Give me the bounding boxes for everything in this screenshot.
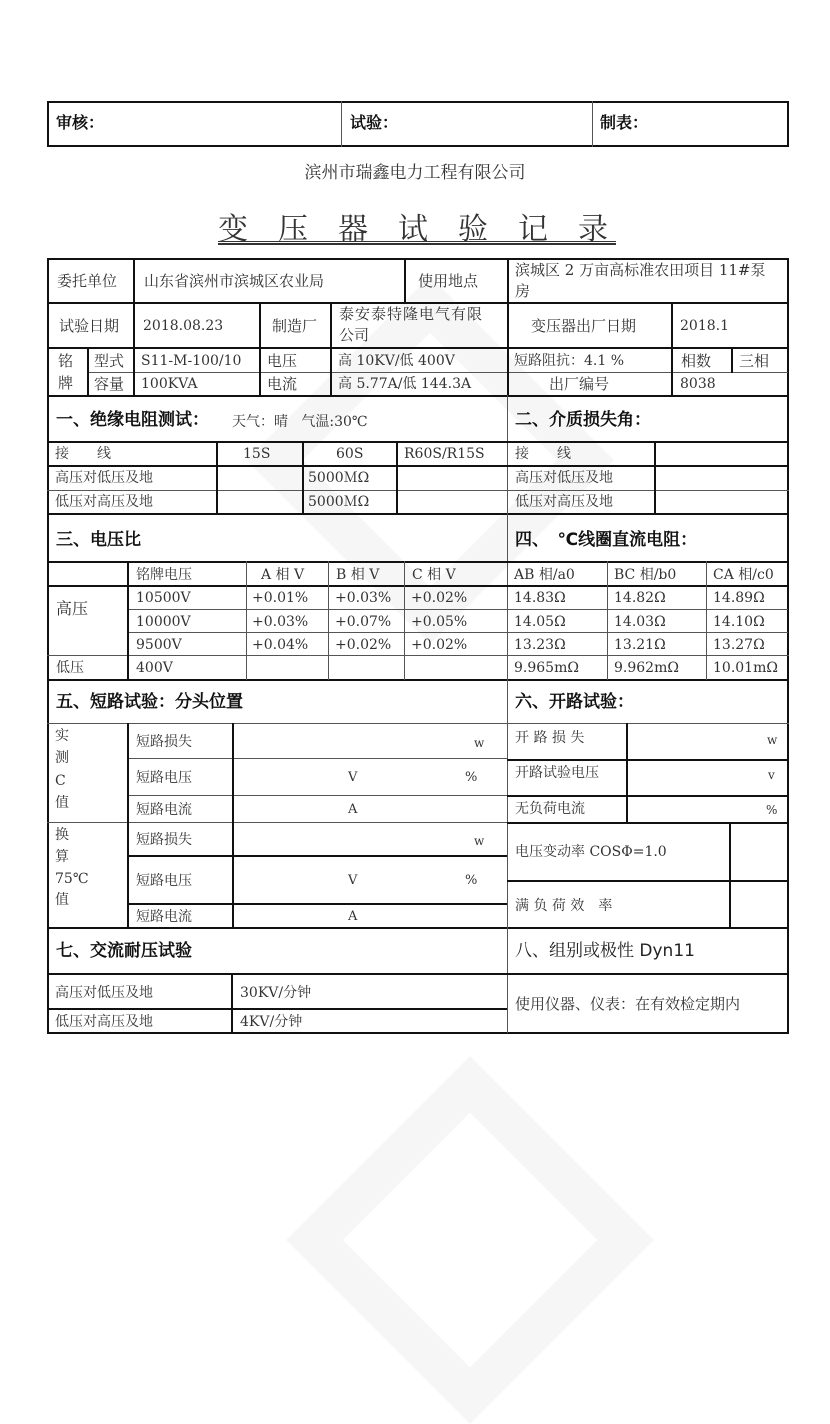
s1-row1-label: 高压对低压及地 — [55, 470, 153, 486]
s6-efficiency-label: 满 负 荷 效 率 — [515, 898, 613, 914]
phases-value: 三相 — [739, 352, 770, 370]
s3-r2-rated: 10000V — [136, 614, 191, 630]
s5-m-curr-unit: A — [348, 802, 358, 817]
phases-label: 相数 — [681, 352, 712, 370]
s1-col-wiring: 接 线 — [55, 446, 111, 462]
s4-col-ab: AB 相/a0 — [514, 567, 575, 583]
test-date-value: 2018.08.23 — [143, 318, 224, 334]
section4-heading: 四、 ℃线圈直流电阻： — [515, 530, 698, 550]
s1-col-ratio: R60S/R15S — [404, 446, 485, 462]
s4-r2-ca: 14.10Ω — [713, 614, 765, 630]
s4-r3-ab: 13.23Ω — [514, 637, 566, 653]
s5-c-loss-label: 短路损失 — [136, 832, 192, 848]
s3-r2-b: +0.07% — [335, 614, 392, 630]
s1-row2-60s: 5000ＭΩ — [308, 494, 370, 510]
impedance-value: 短路阻抗：4.1 % — [514, 353, 625, 369]
s5-converted-1: 换 — [55, 827, 69, 843]
section2-heading: 二、介质损失角： — [515, 410, 651, 430]
s3-r1-c: +0.02% — [411, 590, 468, 606]
s5-m-volt-unit: V — [348, 770, 358, 785]
s6-noload-label: 无负荷电流 — [515, 801, 585, 817]
s4-r1-ca: 14.89Ω — [713, 590, 765, 606]
nameplate-label-1: 铭 — [58, 352, 74, 370]
factory-date-label: 变压器出厂日期 — [531, 317, 637, 335]
s3-r2-c: +0.05% — [411, 614, 468, 630]
s4-r1-bc: 14.82Ω — [614, 590, 666, 606]
s2-row1-label: 接 线 — [515, 446, 571, 462]
watermark-shape — [286, 1056, 654, 1424]
s6-voltage-label: 开路试验电压 — [515, 765, 599, 781]
title-underline — [218, 241, 616, 245]
s5-c-volt-pct: % — [465, 873, 478, 888]
voltage-label: 电压 — [267, 352, 298, 370]
s5-c-loss-unit: w — [474, 834, 485, 848]
location-value-line1: 滨城区 2 万亩高标准农田项目 11#泵 — [515, 261, 766, 279]
client-label: 委托单位 — [57, 272, 118, 290]
company-name: 滨州市瑞鑫电力工程有限公司 — [304, 163, 526, 183]
location-value-line2: 房 — [515, 282, 531, 300]
s3-col-a: A 相 V — [261, 567, 305, 583]
s3-col-rated: 铭牌电压 — [136, 567, 192, 583]
s3-lv-label: 低压 — [56, 660, 84, 676]
s5-measured-2: 测 — [55, 750, 69, 766]
manufacturer-label: 制造厂 — [272, 317, 318, 335]
s7-row2-label: 低压对高压及地 — [55, 1014, 153, 1030]
s5-measured-3: C — [55, 773, 66, 789]
capacity-value: 100KVA — [141, 376, 198, 392]
s6-noload-unit: % — [766, 803, 778, 817]
s3-hv-label: 高压 — [56, 599, 89, 618]
nameplate-label-2: 牌 — [58, 374, 74, 392]
s5-measured-4: 值 — [55, 795, 69, 811]
s3-r3-a: +0.04% — [252, 637, 309, 653]
s5-measured-1: 实 — [55, 728, 69, 744]
section1-weather: 天气：晴 气温:30℃ — [232, 414, 368, 430]
manufacturer-value-line2: 公司 — [339, 326, 370, 344]
voltage-value: 高 10KV/低 400V — [338, 353, 455, 369]
s3-col-c: C 相 V — [412, 567, 456, 583]
s5-converted-4: 值 — [55, 892, 69, 908]
section7-heading: 七、交流耐压试验 — [56, 941, 192, 961]
client-value: 山东省滨州市滨城区农业局 — [144, 272, 325, 290]
s5-c-curr-label: 短路电流 — [136, 909, 192, 925]
s4-r4-bc: 9.962mΩ — [614, 660, 679, 676]
location-label: 使用地点 — [418, 272, 479, 290]
s5-m-volt-label: 短路电压 — [136, 770, 192, 786]
section8-heading: 八、组别或极性 Dyn11 — [515, 941, 695, 961]
s7-row1-label: 高压对低压及地 — [55, 985, 153, 1001]
model-label: 型式 — [94, 352, 125, 370]
review-label: 审核： — [56, 113, 105, 132]
s3-r1-b: +0.03% — [335, 590, 392, 606]
model-value: S11-M-100/10 — [141, 353, 242, 369]
s4-r4-ab: 9.965mΩ — [514, 660, 579, 676]
s6-regulation-label: 电压变动率 COSΦ=1.0 — [515, 844, 667, 860]
s8-instruments: 使用仪器、仪表：在有效检定期内 — [515, 995, 741, 1013]
serial-label: 出厂编号 — [549, 375, 610, 393]
s7-row2-value: 4KV/分钟 — [240, 1014, 303, 1030]
s4-r3-bc: 13.21Ω — [614, 637, 666, 653]
s5-c-curr-unit: A — [348, 909, 358, 924]
s5-m-curr-label: 短路电流 — [136, 802, 192, 818]
current-label: 电流 — [267, 375, 298, 393]
s5-m-loss-unit: w — [474, 736, 485, 750]
s1-col-60s: 60S — [336, 446, 364, 462]
s5-converted-2: 算 — [55, 849, 69, 865]
current-value: 高 5.77A/低 144.3A — [338, 376, 472, 392]
section5-heading: 五、短路试验：分头位置 — [56, 692, 243, 712]
section3-heading: 三、电压比 — [56, 530, 141, 550]
s6-loss-label: 开 路 损 失 — [515, 730, 585, 746]
s5-converted-3: 75℃ — [55, 871, 89, 887]
s7-row1-value: 30KV/分钟 — [240, 985, 312, 1001]
s3-col-b: B 相 V — [336, 567, 380, 583]
page-title: 变压器试验记录 — [218, 212, 638, 247]
s3-r3-rated: 9500V — [136, 637, 182, 653]
s4-col-ca: CA 相/c0 — [713, 567, 774, 583]
s4-r3-ca: 13.27Ω — [713, 637, 765, 653]
s3-r2-a: +0.03% — [252, 614, 309, 630]
s1-row2-label: 低压对高压及地 — [55, 494, 153, 510]
section1-heading: 一、绝缘电阻测试： — [56, 410, 209, 430]
s3-r3-b: +0.02% — [335, 637, 392, 653]
s6-voltage-unit: v — [768, 768, 775, 782]
s3-r3-c: +0.02% — [411, 637, 468, 653]
s4-r2-bc: 14.03Ω — [614, 614, 666, 630]
s6-loss-unit: w — [767, 733, 778, 747]
s1-col-15s: 15S — [243, 446, 271, 462]
s3-r1-a: +0.01% — [252, 590, 309, 606]
s2-row3-label: 低压对高压及地 — [515, 494, 613, 510]
s5-c-volt-label: 短路电压 — [136, 873, 192, 889]
prepared-label: 制表： — [600, 113, 649, 132]
capacity-label: 容量 — [94, 375, 125, 393]
s3-r1-rated: 10500V — [136, 590, 191, 606]
manufacturer-value-line1: 泰安泰特隆电气有限 — [339, 305, 484, 323]
factory-date-value: 2018.1 — [680, 318, 729, 334]
s4-r4-ca: 10.01mΩ — [713, 660, 778, 676]
s1-row1-60s: 5000ＭΩ — [308, 470, 370, 486]
section6-heading: 六、开路试验： — [515, 692, 634, 712]
test-date-label: 试验日期 — [59, 317, 120, 335]
s4-r2-ab: 14.05Ω — [514, 614, 566, 630]
s3-r4-rated: 400V — [136, 660, 173, 676]
s4-col-bc: BC 相/b0 — [614, 567, 677, 583]
s5-m-volt-pct: % — [465, 770, 478, 785]
test-label: 试验： — [350, 113, 399, 132]
s5-c-volt-unit: V — [348, 873, 358, 888]
s4-r1-ab: 14.83Ω — [514, 590, 566, 606]
serial-value: 8038 — [680, 376, 716, 392]
s2-row2-label: 高压对低压及地 — [515, 470, 613, 486]
s5-m-loss-label: 短路损失 — [136, 734, 192, 750]
